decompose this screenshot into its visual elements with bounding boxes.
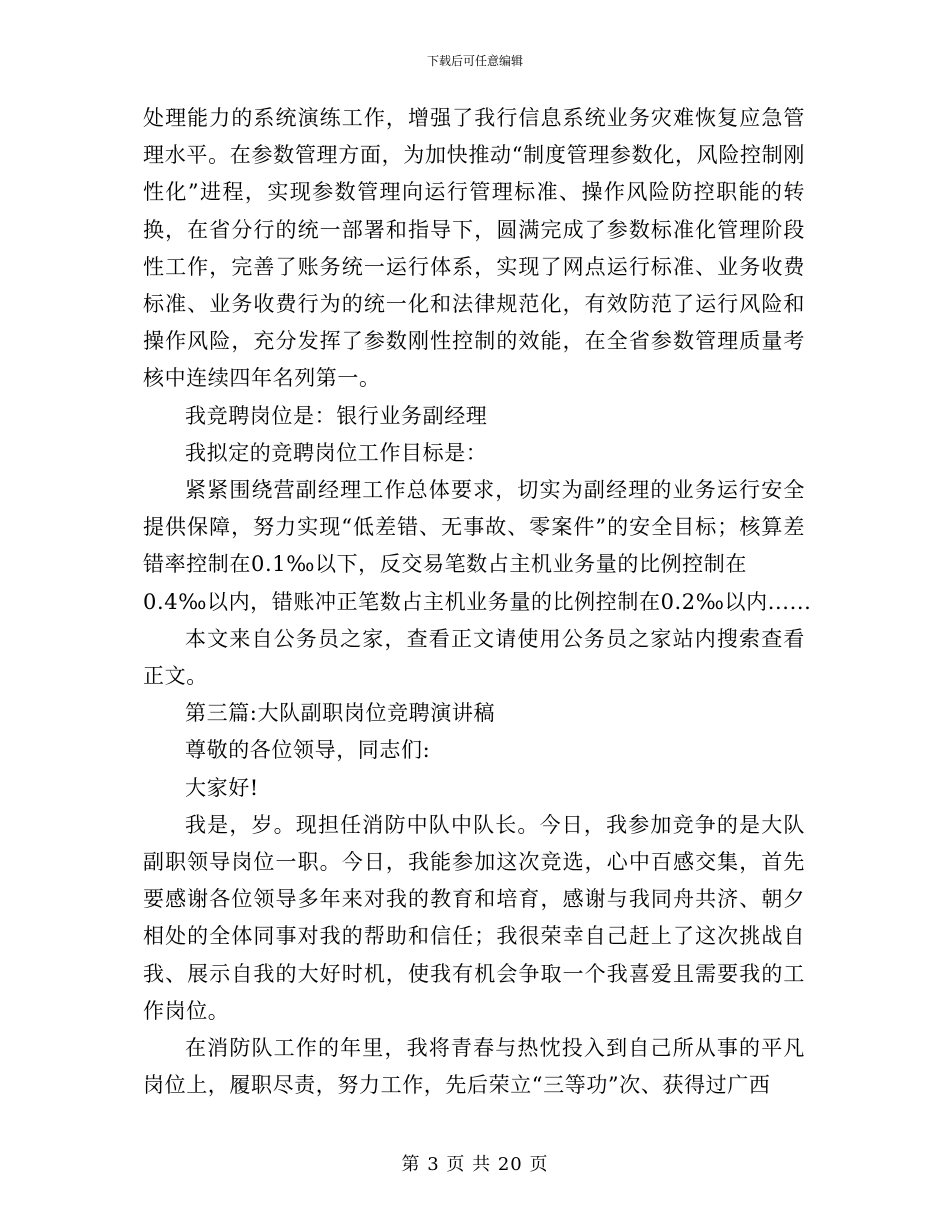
paragraph-continuation: 处理能力的系统演练工作，增强了我行信息系统业务灾难恢复应急管理水平。在参数管理方面，为加快推动“制度管理参数化，风险控制刚性化”进程，实现参数管理向运行管理标准、操作风险防控职能的转换，在省分行的统一部署和指导下，圆满完成了参数标准化管理阶段性工作，完善了账务统一运行体系，实现了网点运行标准、业务收费标准、业务收费行为的统一化和法律规范化，有效防范了运行风险和操作风险，充分发挥了参数刚性控制的效能，在全省参数管理质量考核中连续四年名列第一。 — [143, 106, 805, 391]
paragraph-position: 我竞聘岗位是：银行业务副经理 — [185, 403, 488, 428]
paragraph-goal-intro: 我拟定的竞聘岗位工作目标是： — [185, 440, 488, 465]
paragraph-goal-detail-continued: 0.4‰以内，错账冲正笔数占主机业务量的比例控制在0.2‰以内...... — [143, 589, 812, 614]
paragraph-source-note: 本文来自公务员之家，查看正文请使用公务员之家站内搜索查看正文。 — [143, 626, 805, 689]
page-header: 下载后可任意编辑 — [426, 54, 523, 68]
paragraph-goal-detail: 紧紧围绕营副经理工作总体要求，切实为副经理的业务运行安全提供保障，努力实现“低差错、无事故、零案件”的安全目标；核算差错率控制在0.1‰以下，反交易笔数占主机业务量的比例控制在 — [143, 478, 805, 577]
paragraph-introduction: 我是，岁。现担任消防中队中队长。今日，我参加竞争的是大队副职领导岗位一职。今日，我能参加这次竞选，心中百感交集，首先要感谢各位领导多年来对我的教育和培育，感谢与我同舟共济、朝夕相处的全体同事对我的帮助和信任；我很荣幸自己赶上了这次挑战自我、展示自我的大好时机，使我有机会争取一个我喜爱且需要我的工作岗位。 — [143, 812, 805, 1023]
section-title: 第三篇:大队副职岗位竞聘演讲稿 — [185, 701, 496, 726]
paragraph-experience: 在消防队工作的年里，我将青春与热忱投入到自己所从事的平凡岗位上，履职尽责，努力工作，先后荣立“三等功”次、获得过广西 — [143, 1036, 805, 1098]
page-footer: 第 3 页 共 20 页 — [401, 1154, 549, 1175]
document-body — [143, 100, 812, 1104]
salutation: 尊敬的各位领导，同志们: — [185, 738, 431, 763]
greeting: 大家好! — [185, 775, 259, 800]
